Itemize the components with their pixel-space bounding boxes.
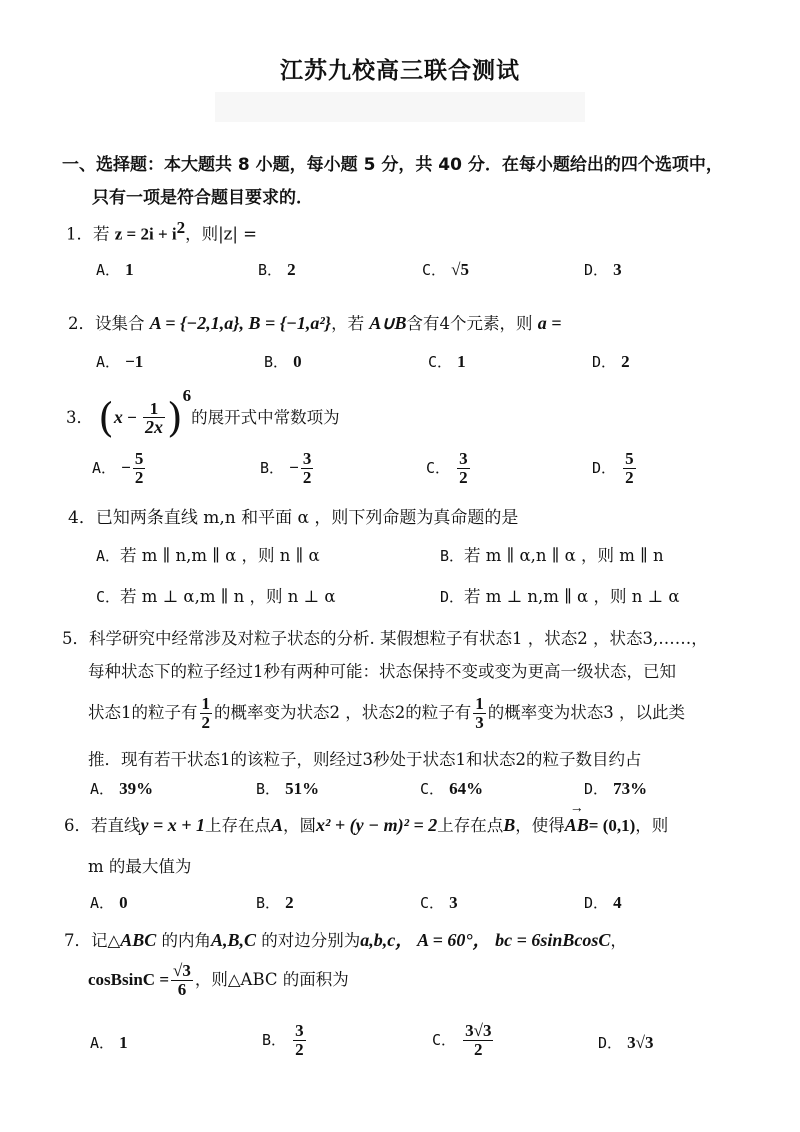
q1-option-a[interactable] [96, 259, 134, 280]
option-value: 若 m ∥ n,m ∥ α ，则 n ∥ α [120, 546, 320, 565]
q6-number: 6． [64, 816, 91, 835]
fraction-numerator: 1 [143, 400, 165, 419]
option-value: 3√3 [627, 1033, 654, 1052]
fraction-numerator: 5 [134, 449, 144, 468]
q2-sets: A = {−2,1,a}, B = {−1,a²} [149, 313, 332, 333]
question-5-line-2: 每种状态下的粒子经过1秒有两种可能：状态保持不变或变为更高一级状态，已知 [88, 662, 676, 681]
fraction-numerator: 5 [625, 449, 634, 468]
option-label: D． [592, 458, 617, 477]
q3-post: 的展开式中常数项为 [191, 408, 340, 427]
option-value: 3 [449, 893, 458, 912]
option-value: √5 [451, 260, 469, 279]
q7-text: 记△ [91, 931, 121, 950]
question-6-line-1 [64, 812, 668, 836]
question-4-stem [68, 503, 518, 528]
option-sign: − [121, 457, 131, 477]
option-label: C． [96, 588, 121, 606]
q1-pre: 若 [93, 224, 110, 244]
scan-artifact [215, 92, 585, 122]
q4-option-d[interactable] [440, 583, 679, 607]
q2-option-a[interactable] [96, 351, 143, 372]
q1-expr: z = 2i + i [114, 224, 177, 244]
option-label: B． [440, 547, 465, 565]
fraction-denominator: 2 [201, 712, 210, 732]
option-label: C． [426, 458, 451, 477]
option-value: 0 [293, 352, 302, 371]
fraction-denominator: 2 [295, 1039, 304, 1059]
q6-text: ，则 [635, 816, 669, 835]
q6-point: A [271, 815, 284, 835]
fraction-numerator: 3 [459, 449, 468, 468]
fraction-numerator: √3 [173, 961, 191, 980]
fraction-denominator: 2 [302, 467, 312, 487]
fraction-denominator: 3 [475, 712, 484, 732]
option-value: 2 [285, 893, 294, 912]
option-label: A． [90, 780, 115, 798]
option-label: C． [428, 353, 453, 371]
q2-option-b[interactable] [264, 351, 302, 372]
fraction-denominator: 6 [177, 979, 187, 999]
option-label: B． [264, 353, 289, 371]
q7-text: ，则△ABC 的面积为 [194, 969, 349, 989]
q6-text: 上存在点 [205, 816, 272, 835]
q2-option-d[interactable] [592, 351, 630, 372]
q1-post: ，则|z| = [185, 224, 258, 244]
q1-option-d[interactable] [584, 259, 622, 280]
q3-option-b[interactable] [260, 450, 315, 487]
option-value: 39% [119, 779, 154, 798]
q6-option-d[interactable] [584, 892, 622, 913]
q6-line-equation: y = x + 1 [140, 815, 206, 835]
option-label: C． [422, 261, 447, 279]
option-label: D． [592, 353, 617, 371]
q7-option-d[interactable] [598, 1032, 653, 1053]
option-value: 64% [449, 779, 484, 798]
q7-text: ， [610, 931, 627, 950]
fraction-denominator: 2 [625, 467, 634, 487]
q2-post: 含有4个元素，则 [406, 314, 533, 333]
question-5-line-4: 推．现有若干状态1的该粒子，则经过3秒处于状态1和状态2的粒子数目约占 [88, 750, 642, 769]
option-value: −1 [125, 352, 144, 371]
q7-condition-2: bc = 6sinBcosC [495, 930, 611, 950]
option-label: C． [420, 894, 445, 912]
option-label: B． [256, 780, 281, 798]
fraction-numerator: 1 [475, 694, 484, 713]
q7-condition-1: ， A = 60°， [395, 930, 496, 950]
q6-vector: → AB [565, 815, 589, 836]
q5-option-a[interactable] [90, 778, 153, 799]
question-3-stem: 3． (x − $\frac{1}{2x}$ )$^6$的展开式中常数项为 [66, 386, 340, 442]
q2-tail: a = [537, 313, 562, 333]
option-value: 1 [457, 352, 466, 371]
q7-option-c[interactable] [432, 1022, 495, 1059]
question-5-line-3 [88, 695, 685, 732]
section-heading-line2: 只有一项是符合题目要求的． [92, 188, 313, 208]
option-label: D． [584, 780, 609, 798]
q1-exp: 2 [176, 218, 186, 237]
q5-text: 科学研究中经常涉及对粒子状态的分析. 某假想粒子有状态1 ，状态2 ，状态3,……， [89, 629, 708, 648]
q5-option-b[interactable] [256, 778, 319, 799]
q2-pre: 设集合 [95, 314, 145, 333]
q2-mid: ，若 [331, 314, 365, 333]
q1-option-c[interactable] [422, 259, 469, 280]
option-value: 2 [287, 260, 296, 279]
option-value: 3 [613, 260, 622, 279]
option-value: 1 [119, 1033, 128, 1052]
q7-option-a[interactable] [90, 1032, 128, 1053]
option-label: D． [440, 588, 465, 606]
section-heading: 一、选择题：本大题共 8 小题，每小题 5 分，共 40 分．在每小题给出的四个选项中， [62, 155, 723, 175]
question-2-stem [68, 310, 562, 334]
option-label: B． [256, 894, 281, 912]
option-label: C． [432, 1030, 457, 1049]
fraction-denominator: 2 [459, 467, 468, 487]
fraction-denominator: 2x [145, 417, 164, 438]
question-1-stem [66, 218, 257, 245]
option-label: D． [598, 1034, 623, 1052]
option-value: 若 m ∥ α,n ∥ α ，则 m ∥ n [464, 546, 664, 565]
q5-text: 状态1的粒子有 [88, 702, 198, 722]
option-value: 73% [613, 779, 648, 798]
option-label: A． [90, 894, 115, 912]
q7-condition-3: cosBsinC = [88, 969, 170, 989]
option-value: 若 m ⊥ n,m ∥ α ，则 n ⊥ α [464, 587, 680, 606]
q1-number: 1． [66, 224, 93, 244]
option-label: B． [262, 1030, 287, 1049]
q7-option-b[interactable] [262, 1022, 308, 1059]
q4-option-a[interactable] [96, 542, 320, 566]
option-value: 51% [285, 779, 320, 798]
q5-text: 的概率变为状态2 ，状态2的粒子有 [214, 702, 472, 722]
question-7-line-2 [88, 962, 349, 999]
q4-option-c[interactable] [96, 583, 335, 607]
q7-number: 7． [64, 931, 91, 950]
option-label: A． [96, 261, 121, 279]
option-label: A． [90, 1034, 115, 1052]
q6-vector-value: = (0,1) [588, 816, 636, 835]
option-value: 1 [125, 260, 134, 279]
q7-text: 的对边分别为 [261, 931, 361, 950]
q3-option-d[interactable] [592, 450, 638, 487]
option-value: 4 [613, 893, 622, 912]
option-label: C． [420, 780, 445, 798]
fraction-numerator: 3 [295, 1021, 304, 1040]
q5-text: 的概率变为状态3 ，以此类 [487, 702, 685, 722]
option-label: A． [96, 547, 121, 565]
option-label: B． [260, 458, 285, 477]
q5-option-c[interactable] [420, 778, 483, 799]
q3-number: 3． [66, 408, 93, 427]
q7-text: 的内角 [161, 931, 211, 950]
q6-option-a[interactable] [90, 892, 128, 913]
fraction-numerator: 3√3 [465, 1021, 492, 1040]
option-label: D． [584, 894, 609, 912]
q6-text: 若直线 [91, 816, 141, 835]
q6-option-b[interactable] [256, 892, 294, 913]
left-paren: ( [98, 395, 114, 442]
q3-fraction [143, 400, 165, 438]
q7-triangle: ABC [120, 930, 157, 950]
q6-text: ，使得 [515, 816, 565, 835]
q5-number: 5． [62, 629, 89, 648]
fraction-denominator: 2 [474, 1039, 483, 1059]
right-paren: ) [167, 395, 183, 442]
q7-angles: A,B,C [210, 930, 257, 950]
option-label: D． [584, 261, 609, 279]
page-title: 江苏九校高三联合测试 [280, 58, 520, 84]
q3-exponent: 6 [182, 386, 192, 405]
option-label: A． [96, 353, 121, 371]
option-value: 若 m ⊥ α,m ∥ n ，则 n ⊥ α [120, 587, 336, 606]
q3-option-c[interactable] [426, 450, 472, 487]
q2-number: 2． [68, 314, 95, 333]
option-sign: − [289, 457, 299, 477]
q6-option-c[interactable] [420, 892, 458, 913]
q6-text: ，圆 [283, 816, 317, 835]
question-7-line-1 [64, 926, 627, 952]
q6-point: B [503, 815, 516, 835]
option-value: 2 [621, 352, 630, 371]
q4-stem-text: 已知两条直线 m,n 和平面 α ，则下列命题为真命题的是 [95, 508, 519, 528]
question-6-line-2: m 的最大值为 [88, 857, 192, 876]
q3-option-a[interactable] [92, 450, 147, 487]
q7-sides: a,b,c [360, 930, 396, 950]
q5-option-d[interactable] [584, 778, 647, 799]
q4-option-b[interactable] [440, 542, 664, 566]
q6-circle-equation: x² + (y − m)² = 2 [316, 815, 438, 835]
option-value: 0 [119, 893, 128, 912]
q4-number: 4． [68, 508, 96, 528]
q1-option-b[interactable] [258, 259, 296, 280]
fraction-numerator: 1 [201, 694, 210, 713]
q2-option-c[interactable] [428, 351, 466, 372]
option-label: A． [92, 458, 117, 477]
fraction-numerator: 3 [302, 449, 312, 468]
fraction-denominator: 2 [134, 467, 144, 487]
option-label: B． [258, 261, 283, 279]
q6-text: 上存在点 [437, 816, 504, 835]
question-5-line-1 [62, 625, 708, 649]
q2-union: A∪B [369, 313, 407, 333]
